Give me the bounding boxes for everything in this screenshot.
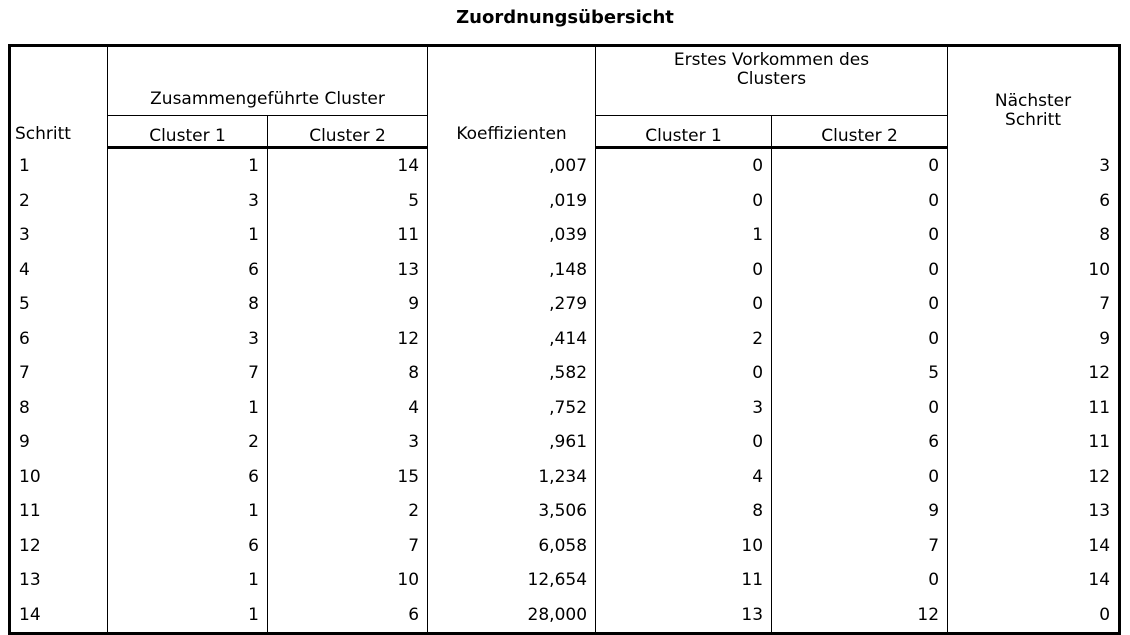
table-row	[10, 218, 1120, 253]
cell-cluster1: 8	[108, 287, 268, 322]
cell-cluster2: 2	[268, 494, 428, 529]
cell-naechster-schritt: 12	[948, 356, 1120, 391]
cell-vorkommen-cluster1: 10	[596, 529, 772, 564]
cell-cluster2: 8	[268, 356, 428, 391]
table-row	[10, 391, 1120, 426]
table-row	[10, 287, 1120, 322]
cell-cluster1: 1	[108, 148, 268, 184]
cell-cluster2: 9	[268, 287, 428, 322]
cell-koeffizient: 1,234	[428, 460, 596, 495]
cell-schritt: 1	[10, 148, 108, 184]
cell-cluster1: 1	[108, 494, 268, 529]
cell-schritt: 12	[10, 529, 108, 564]
header-naechster-schritt	[948, 46, 1120, 148]
header-naechster-line2: Schritt	[1005, 110, 1061, 131]
cell-schritt: 3	[10, 218, 108, 253]
cell-cluster1: 1	[108, 598, 268, 634]
cell-vorkommen-cluster2: 9	[772, 494, 948, 529]
cell-schritt: 10	[10, 460, 108, 495]
cell-naechster-schritt: 8	[948, 218, 1120, 253]
cell-cluster2: 3	[268, 425, 428, 460]
cell-vorkommen-cluster1: 8	[596, 494, 772, 529]
table-row	[10, 425, 1120, 460]
cell-cluster2: 12	[268, 322, 428, 357]
table-row	[10, 598, 1120, 634]
header-merged-cluster1: Cluster 1	[108, 116, 268, 148]
cell-schritt: 14	[10, 598, 108, 634]
cell-cluster1: 6	[108, 460, 268, 495]
cell-koeffizient: ,414	[428, 322, 596, 357]
cell-schritt: 7	[10, 356, 108, 391]
cell-cluster1: 6	[108, 253, 268, 288]
cell-koeffizient: 12,654	[428, 563, 596, 598]
table-title: Zuordnungsübersicht	[456, 7, 674, 28]
cell-koeffizient: ,039	[428, 218, 596, 253]
cell-vorkommen-cluster2: 0	[772, 184, 948, 219]
cell-cluster1: 1	[108, 563, 268, 598]
cell-cluster2: 7	[268, 529, 428, 564]
cell-koeffizient: 3,506	[428, 494, 596, 529]
cell-cluster2: 13	[268, 253, 428, 288]
agglomeration-schedule-table	[8, 44, 1121, 635]
cell-vorkommen-cluster2: 0	[772, 563, 948, 598]
cell-naechster-schritt: 3	[948, 148, 1120, 184]
cell-cluster2: 5	[268, 184, 428, 219]
cell-vorkommen-cluster1: 0	[596, 287, 772, 322]
cell-schritt: 11	[10, 494, 108, 529]
cell-vorkommen-cluster2: 12	[772, 598, 948, 634]
cell-cluster2: 14	[268, 148, 428, 184]
cell-cluster1: 1	[108, 391, 268, 426]
cell-schritt: 8	[10, 391, 108, 426]
cell-naechster-schritt: 10	[948, 253, 1120, 288]
cell-vorkommen-cluster2: 0	[772, 460, 948, 495]
cell-koeffizient: ,007	[428, 148, 596, 184]
cell-naechster-schritt: 0	[948, 598, 1120, 634]
cell-vorkommen-cluster1: 0	[596, 425, 772, 460]
table-row	[10, 184, 1120, 219]
cell-koeffizient: ,752	[428, 391, 596, 426]
cell-naechster-schritt: 11	[948, 425, 1120, 460]
cell-vorkommen-cluster1: 0	[596, 148, 772, 184]
header-vorkommen-cluster2: Cluster 2	[772, 116, 948, 148]
cell-schritt: 9	[10, 425, 108, 460]
table-row	[10, 460, 1120, 495]
cell-cluster2: 10	[268, 563, 428, 598]
cell-koeffizient: ,148	[428, 253, 596, 288]
table-row	[10, 356, 1120, 391]
table-row	[10, 322, 1120, 357]
table-row	[10, 529, 1120, 564]
cell-vorkommen-cluster2: 7	[772, 529, 948, 564]
cell-cluster1: 6	[108, 529, 268, 564]
cell-cluster2: 15	[268, 460, 428, 495]
cell-cluster1: 7	[108, 356, 268, 391]
cell-cluster2: 6	[268, 598, 428, 634]
cell-vorkommen-cluster1: 2	[596, 322, 772, 357]
cell-vorkommen-cluster2: 0	[772, 148, 948, 184]
cell-schritt: 6	[10, 322, 108, 357]
cell-vorkommen-cluster1: 4	[596, 460, 772, 495]
header-erstes-vorkommen-line2: Clusters	[736, 69, 807, 89]
cell-vorkommen-cluster2: 0	[772, 253, 948, 288]
cell-vorkommen-cluster1: 0	[596, 356, 772, 391]
cell-koeffizient: ,279	[428, 287, 596, 322]
cell-vorkommen-cluster1: 0	[596, 184, 772, 219]
cell-cluster2: 11	[268, 218, 428, 253]
cell-koeffizient: 6,058	[428, 529, 596, 564]
cell-naechster-schritt: 7	[948, 287, 1120, 322]
cell-cluster1: 1	[108, 218, 268, 253]
cell-vorkommen-cluster1: 1	[596, 218, 772, 253]
cell-cluster1: 3	[108, 184, 268, 219]
cell-vorkommen-cluster2: 0	[772, 218, 948, 253]
table-row	[10, 494, 1120, 529]
header-naechster-line1: Nächster	[994, 91, 1072, 112]
cell-koeffizient: ,582	[428, 356, 596, 391]
cell-naechster-schritt: 13	[948, 494, 1120, 529]
cell-vorkommen-cluster1: 0	[596, 253, 772, 288]
table-row	[10, 253, 1120, 288]
table-row	[10, 563, 1120, 598]
cell-vorkommen-cluster2: 0	[772, 287, 948, 322]
cell-koeffizient: ,019	[428, 184, 596, 219]
cell-naechster-schritt: 9	[948, 322, 1120, 357]
cell-vorkommen-cluster2: 0	[772, 322, 948, 357]
cell-cluster1: 3	[108, 322, 268, 357]
cell-koeffizient: 28,000	[428, 598, 596, 634]
cell-naechster-schritt: 12	[948, 460, 1120, 495]
cell-vorkommen-cluster2: 5	[772, 356, 948, 391]
cell-cluster2: 4	[268, 391, 428, 426]
header-vorkommen-cluster1: Cluster 1	[596, 116, 772, 148]
cell-naechster-schritt: 11	[948, 391, 1120, 426]
cell-vorkommen-cluster2: 0	[772, 391, 948, 426]
cell-cluster1: 2	[108, 425, 268, 460]
header-erstes-vorkommen-line1: Erstes Vorkommen des	[673, 50, 870, 70]
header-koeffizienten: Koeffizienten	[428, 46, 596, 148]
cell-vorkommen-cluster2: 6	[772, 425, 948, 460]
cell-schritt: 13	[10, 563, 108, 598]
header-zusammengefuehrte-cluster: Zusammengeführte Cluster	[108, 46, 428, 116]
cell-schritt: 5	[10, 287, 108, 322]
cell-naechster-schritt: 6	[948, 184, 1120, 219]
header-schritt: Schritt	[10, 46, 108, 148]
cell-naechster-schritt: 14	[948, 529, 1120, 564]
cell-schritt: 2	[10, 184, 108, 219]
cell-schritt: 4	[10, 253, 108, 288]
cell-naechster-schritt: 14	[948, 563, 1120, 598]
cell-vorkommen-cluster1: 11	[596, 563, 772, 598]
cell-koeffizient: ,961	[428, 425, 596, 460]
header-merged-cluster2: Cluster 2	[268, 116, 428, 148]
cell-vorkommen-cluster1: 13	[596, 598, 772, 634]
cell-vorkommen-cluster1: 3	[596, 391, 772, 426]
header-erstes-vorkommen	[596, 46, 948, 116]
table-row	[10, 148, 1120, 184]
